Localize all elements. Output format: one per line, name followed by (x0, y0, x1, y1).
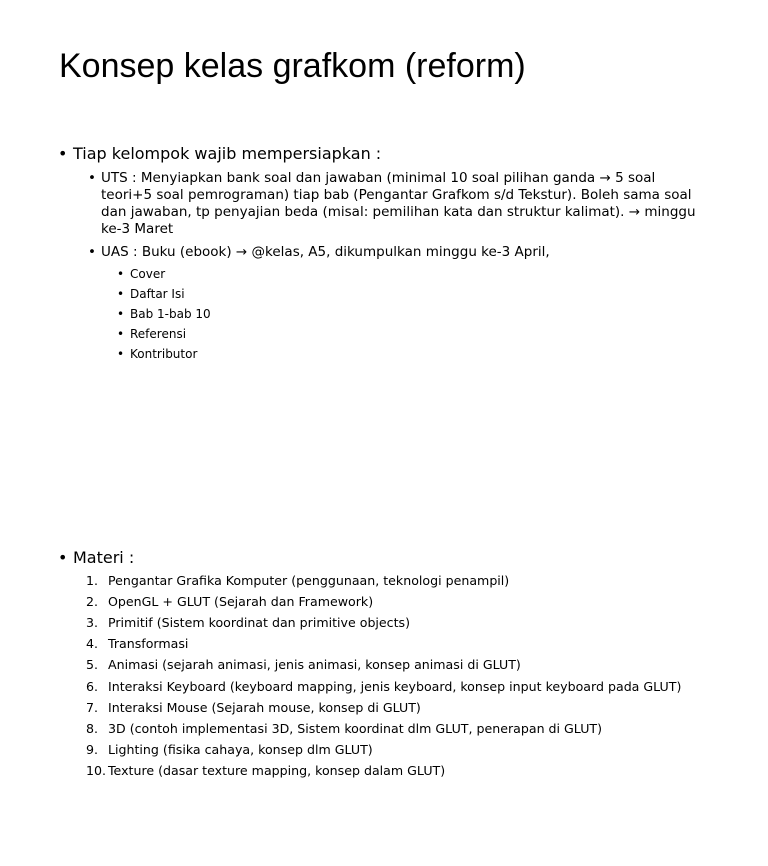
bullet-marker: • (88, 170, 96, 186)
list-number: 8. (86, 721, 99, 736)
uas-text: UAS : Buku (ebook) → @kelas, A5, dikumpulkan minggu ke-3 April, (101, 244, 550, 260)
list-text: Animasi (sejarah animasi, jenis animasi, konsep animasi di GLUT) (108, 657, 521, 672)
bullet-marker: • (117, 327, 125, 341)
list-text: Texture (dasar texture mapping, konsep dalam GLUT) (108, 763, 446, 778)
list-text: Transformasi (108, 636, 189, 651)
list-text: Pengantar Grafika Komputer (penggunaan, teknologi penampil) (108, 573, 510, 588)
slide-title: Konsep kelas grafkom (reform) (59, 47, 526, 85)
uas-subitem-text: Cover (130, 267, 166, 281)
list-number: 7. (86, 700, 99, 715)
bullet-marker: • (58, 548, 68, 567)
bullet-marker: • (117, 347, 125, 361)
list-text: 3D (contoh implementasi 3D, Sistem koordinat dlm GLUT, penerapan di GLUT) (108, 721, 603, 736)
list-number: 2. (86, 594, 99, 609)
bullet-marker: • (117, 267, 125, 281)
bullet-marker: • (117, 307, 125, 321)
uas-subitem-text: Daftar Isi (130, 287, 185, 301)
list-number: 10. (86, 763, 107, 778)
list-text: Interaksi Mouse (Sejarah mouse, konsep di GLUT) (108, 700, 421, 715)
uas-subitem-text: Referensi (130, 327, 187, 341)
bullet-marker: • (58, 144, 68, 163)
uas-subitem-text: Bab 1-bab 10 (130, 307, 211, 321)
list-number: 3. (86, 615, 99, 630)
list-text: Interaksi Keyboard (keyboard mapping, jenis keyboard, konsep input keyboard pada GLUT) (108, 679, 682, 694)
list-number: 9. (86, 742, 99, 757)
uts-text: UTS : Menyiapkan bank soal dan jawaban (minimal 10 soal pilihan ganda → 5 soal teori+5 soal pemrograman) tiap bab (Pengantar Grafkom s/d Tekstur). Boleh sama soal dan jawaban, tp penyajian beda (misal: pemilihan kata dan struktur kalimat). → minggu ke-3 Maret (101, 170, 696, 237)
list-number: 4. (86, 636, 99, 651)
uas-subitem-text: Kontributor (130, 347, 198, 361)
bullet-marker: • (88, 244, 96, 260)
materi-heading: Materi : (73, 548, 135, 567)
uas-bullet-item (88, 244, 708, 261)
uts-bullet-item (88, 170, 708, 238)
list-text: OpenGL + GLUT (Sejarah dan Framework) (108, 594, 374, 609)
bullet-marker: • (117, 287, 125, 301)
list-text: Primitif (Sistem koordinat dan primitive objects) (108, 615, 411, 630)
intro-text: Tiap kelompok wajib mempersiapkan : (73, 144, 382, 163)
list-number: 1. (86, 573, 99, 588)
list-number: 6. (86, 679, 99, 694)
list-text: Lighting (fisika cahaya, konsep dlm GLUT) (108, 742, 373, 757)
list-number: 5. (86, 657, 99, 672)
